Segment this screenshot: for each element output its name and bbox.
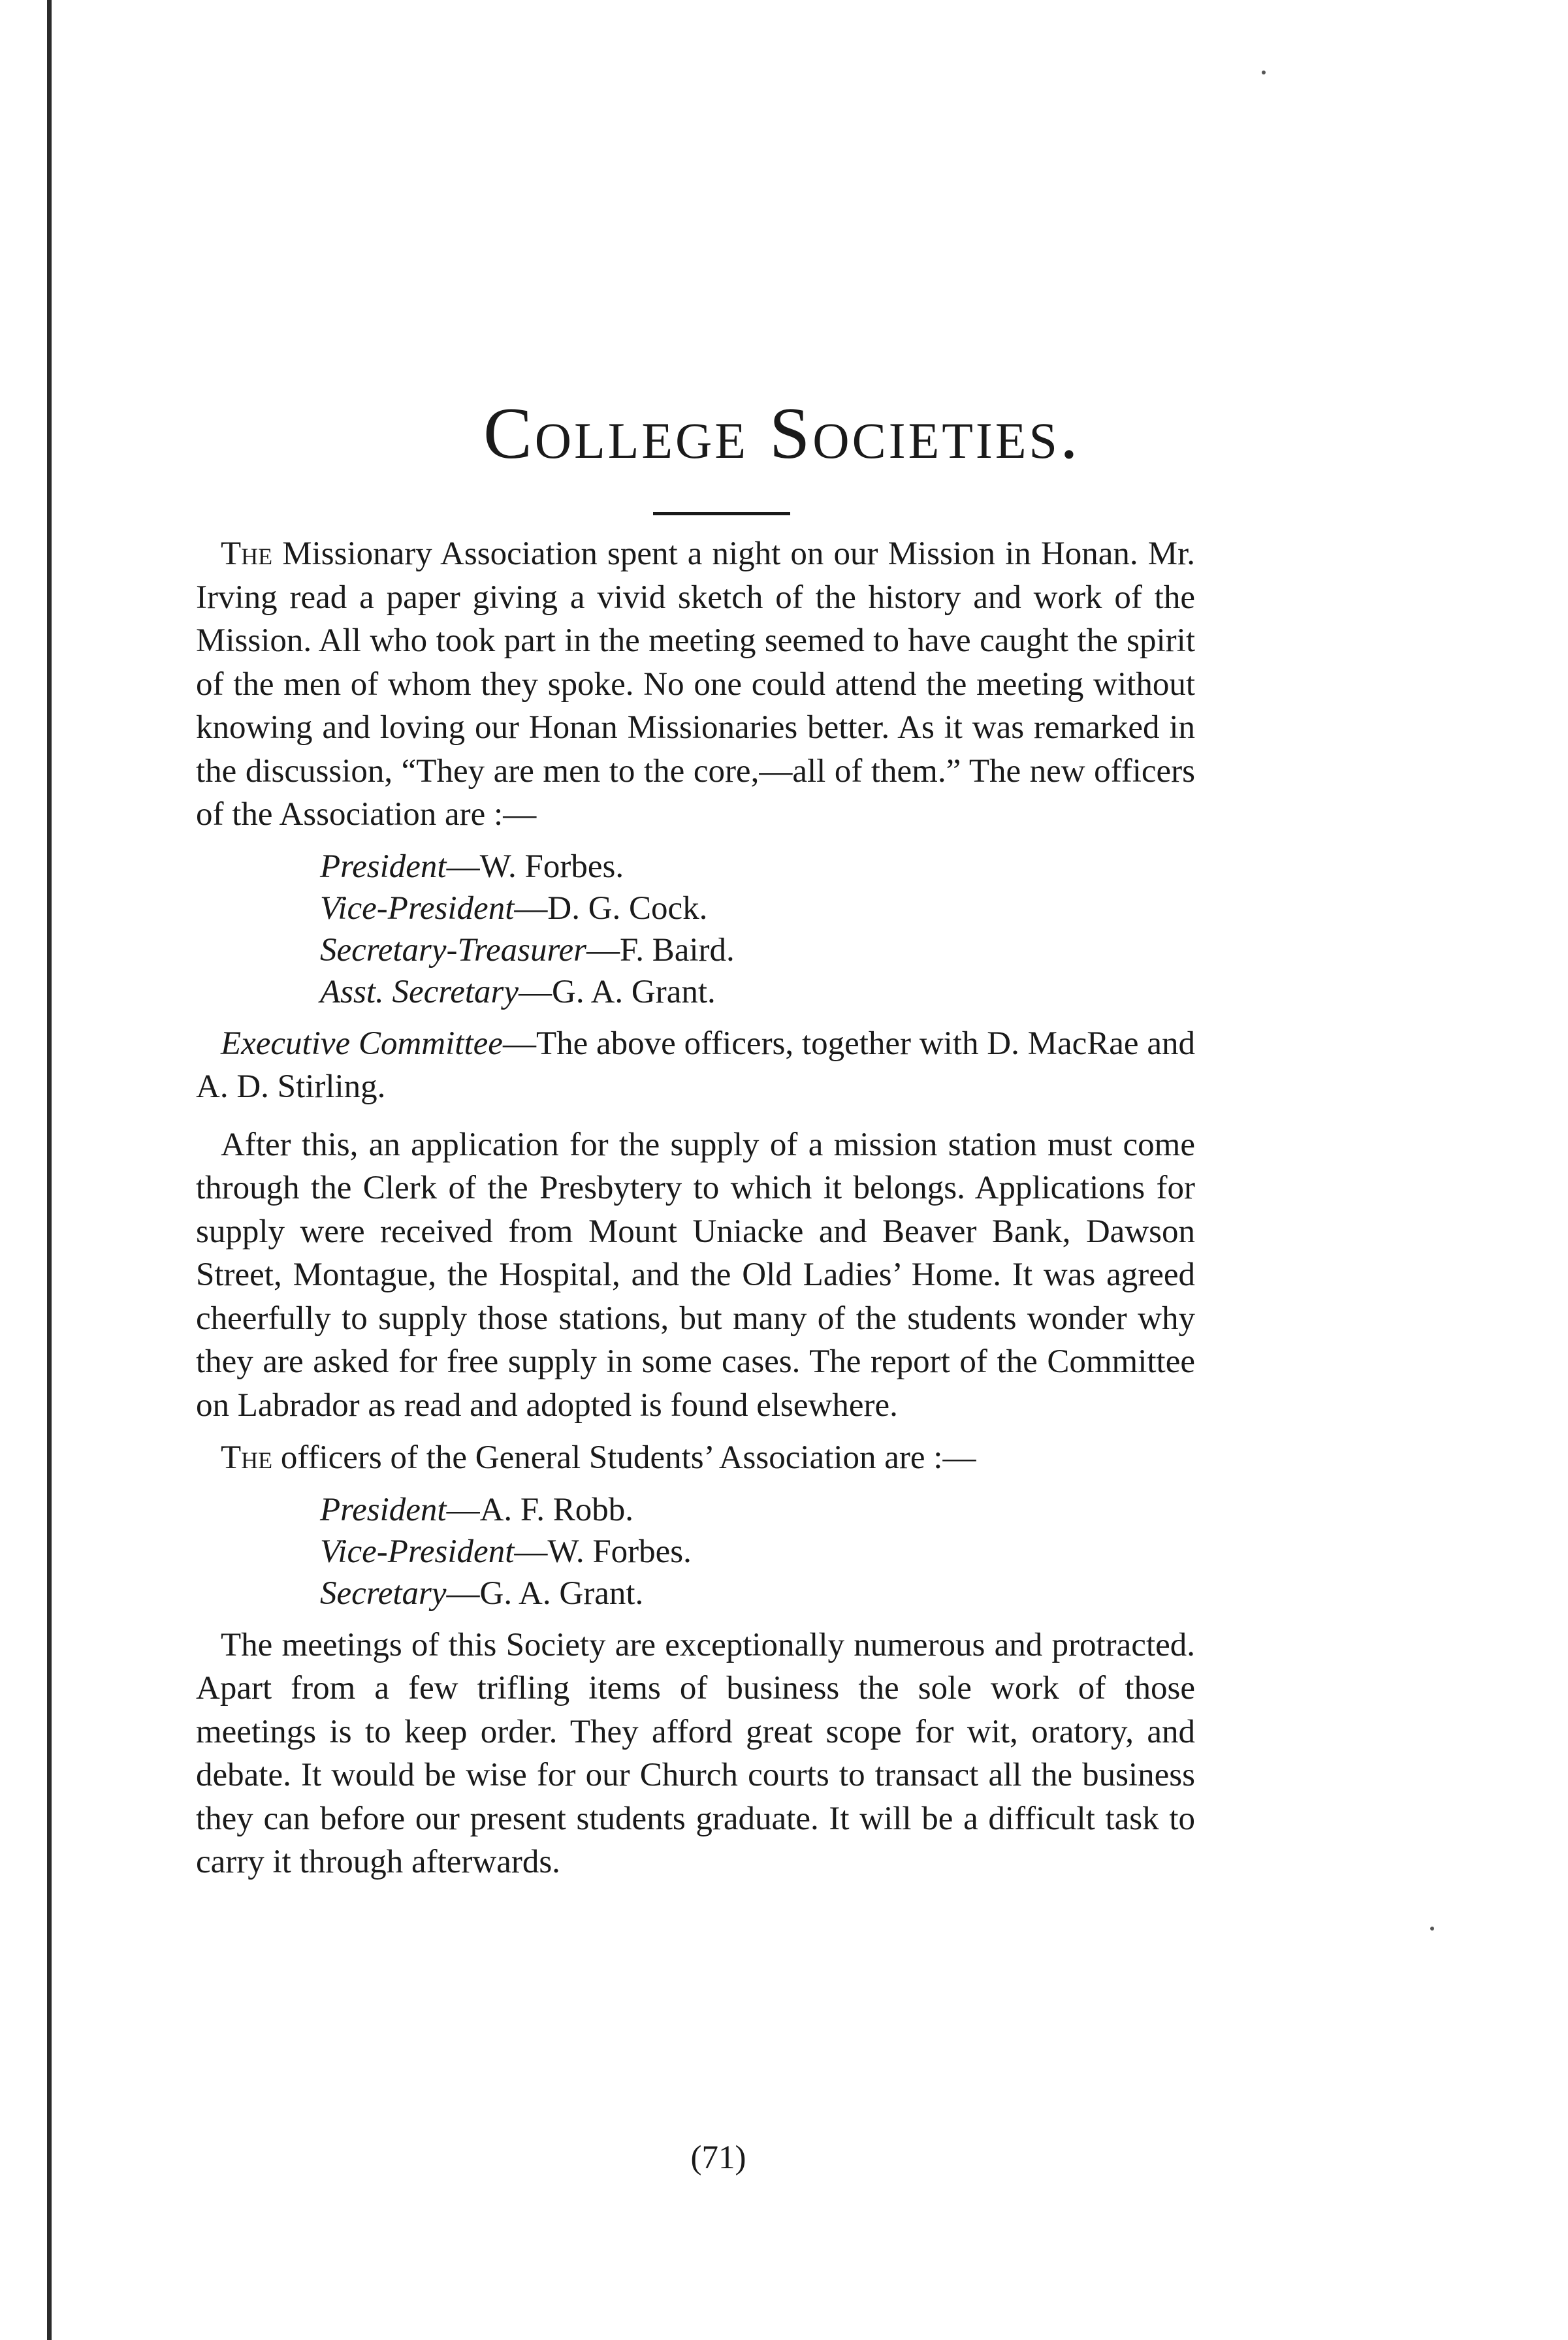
officer-role: Vice-President bbox=[320, 1533, 515, 1570]
title-rule bbox=[653, 512, 790, 515]
executive-text: —The above officers, together with D. MacRae and A. D. Stirling. bbox=[196, 1025, 1195, 1105]
officer-name: —D. G. Cock. bbox=[514, 890, 708, 927]
executive-role: Executive Committee bbox=[221, 1025, 503, 1062]
officer-entry bbox=[320, 971, 1195, 1013]
missionary-officer-list bbox=[196, 846, 1195, 1013]
lead-word: The bbox=[221, 536, 273, 572]
executive-committee-paragraph bbox=[196, 1022, 1195, 1109]
officer-role: Vice-President bbox=[320, 890, 515, 927]
supply-paragraph: After this, an application for the supply of a mission station must come through the Clerk of the Presbytery to which it belongs. Applications for supply were received from Mount Uniacke and Beaver Bank, Dawson Street, Montague, the Hospital, and the Old Ladies’ Home. It was agreed cheerfully to supply those stations, but many of the students wonder why they are asked for free supply in some cases. The report of the Committee on Labrador as read and adopted is found elsewhere. bbox=[196, 1126, 1195, 1424]
officer-name: —F. Baird. bbox=[586, 931, 735, 969]
officer-role: Secretary bbox=[320, 1575, 447, 1612]
lead-word: The bbox=[221, 1439, 273, 1476]
ink-speck bbox=[1262, 71, 1266, 74]
meetings-paragraph: The meetings of this Society are exceptionally numerous and protracted. Apart from a few trifling items of business the sole work of those meetings is to keep order. They afford great scope for wit, oratory, and debate. It would be wise for our Church courts to transact all the business they can before our present students graduate. It will be a difficult task to carry it through afterwards. bbox=[196, 1626, 1195, 1880]
paragraph-text: Missionary Association spent a night on our Mission in Honan. Mr. Irving read a paper giving a vivid sketch of the history and work of the Mission. All who took part in the meeting seemed to have caught the spirit of the men of whom they spoke. No one could attend the meeting without knowing and loving our Honan Missionaries better. As it was remarked in the discussion, “They are men to the core,—all of them.” The new officers of the Association are :— bbox=[196, 536, 1195, 833]
officer-entry bbox=[320, 846, 1195, 888]
officer-role: Asst. Secretary bbox=[320, 973, 519, 1010]
officer-entry bbox=[320, 1531, 1195, 1573]
general-association-paragraph bbox=[196, 1436, 1195, 1480]
page-title: College Societies. bbox=[483, 393, 1081, 474]
officer-entry bbox=[320, 929, 1195, 971]
ink-speck bbox=[1430, 1927, 1434, 1931]
officer-name: —A. F. Robb. bbox=[446, 1491, 633, 1528]
officer-entry bbox=[320, 888, 1195, 929]
missionary-paragraph bbox=[196, 532, 1195, 837]
officer-name: —G. A. Grant. bbox=[519, 973, 716, 1010]
officer-name: —W. Forbes. bbox=[446, 848, 624, 885]
officer-entry bbox=[320, 1573, 1195, 1614]
officer-role: President bbox=[320, 1491, 447, 1528]
officer-name: —W. Forbes. bbox=[514, 1533, 692, 1570]
binding-edge-rule bbox=[47, 0, 52, 2340]
general-officer-list bbox=[196, 1489, 1195, 1614]
paragraph-text: officers of the General Students’ Association are :— bbox=[272, 1439, 976, 1476]
officer-role: President bbox=[320, 848, 447, 885]
officer-entry bbox=[320, 1489, 1195, 1531]
officer-role: Secretary-Treasurer bbox=[320, 931, 586, 969]
officer-name: —G. A. Grant. bbox=[446, 1575, 644, 1612]
page-number: (71) bbox=[690, 2140, 746, 2176]
article-body bbox=[196, 532, 1195, 1893]
